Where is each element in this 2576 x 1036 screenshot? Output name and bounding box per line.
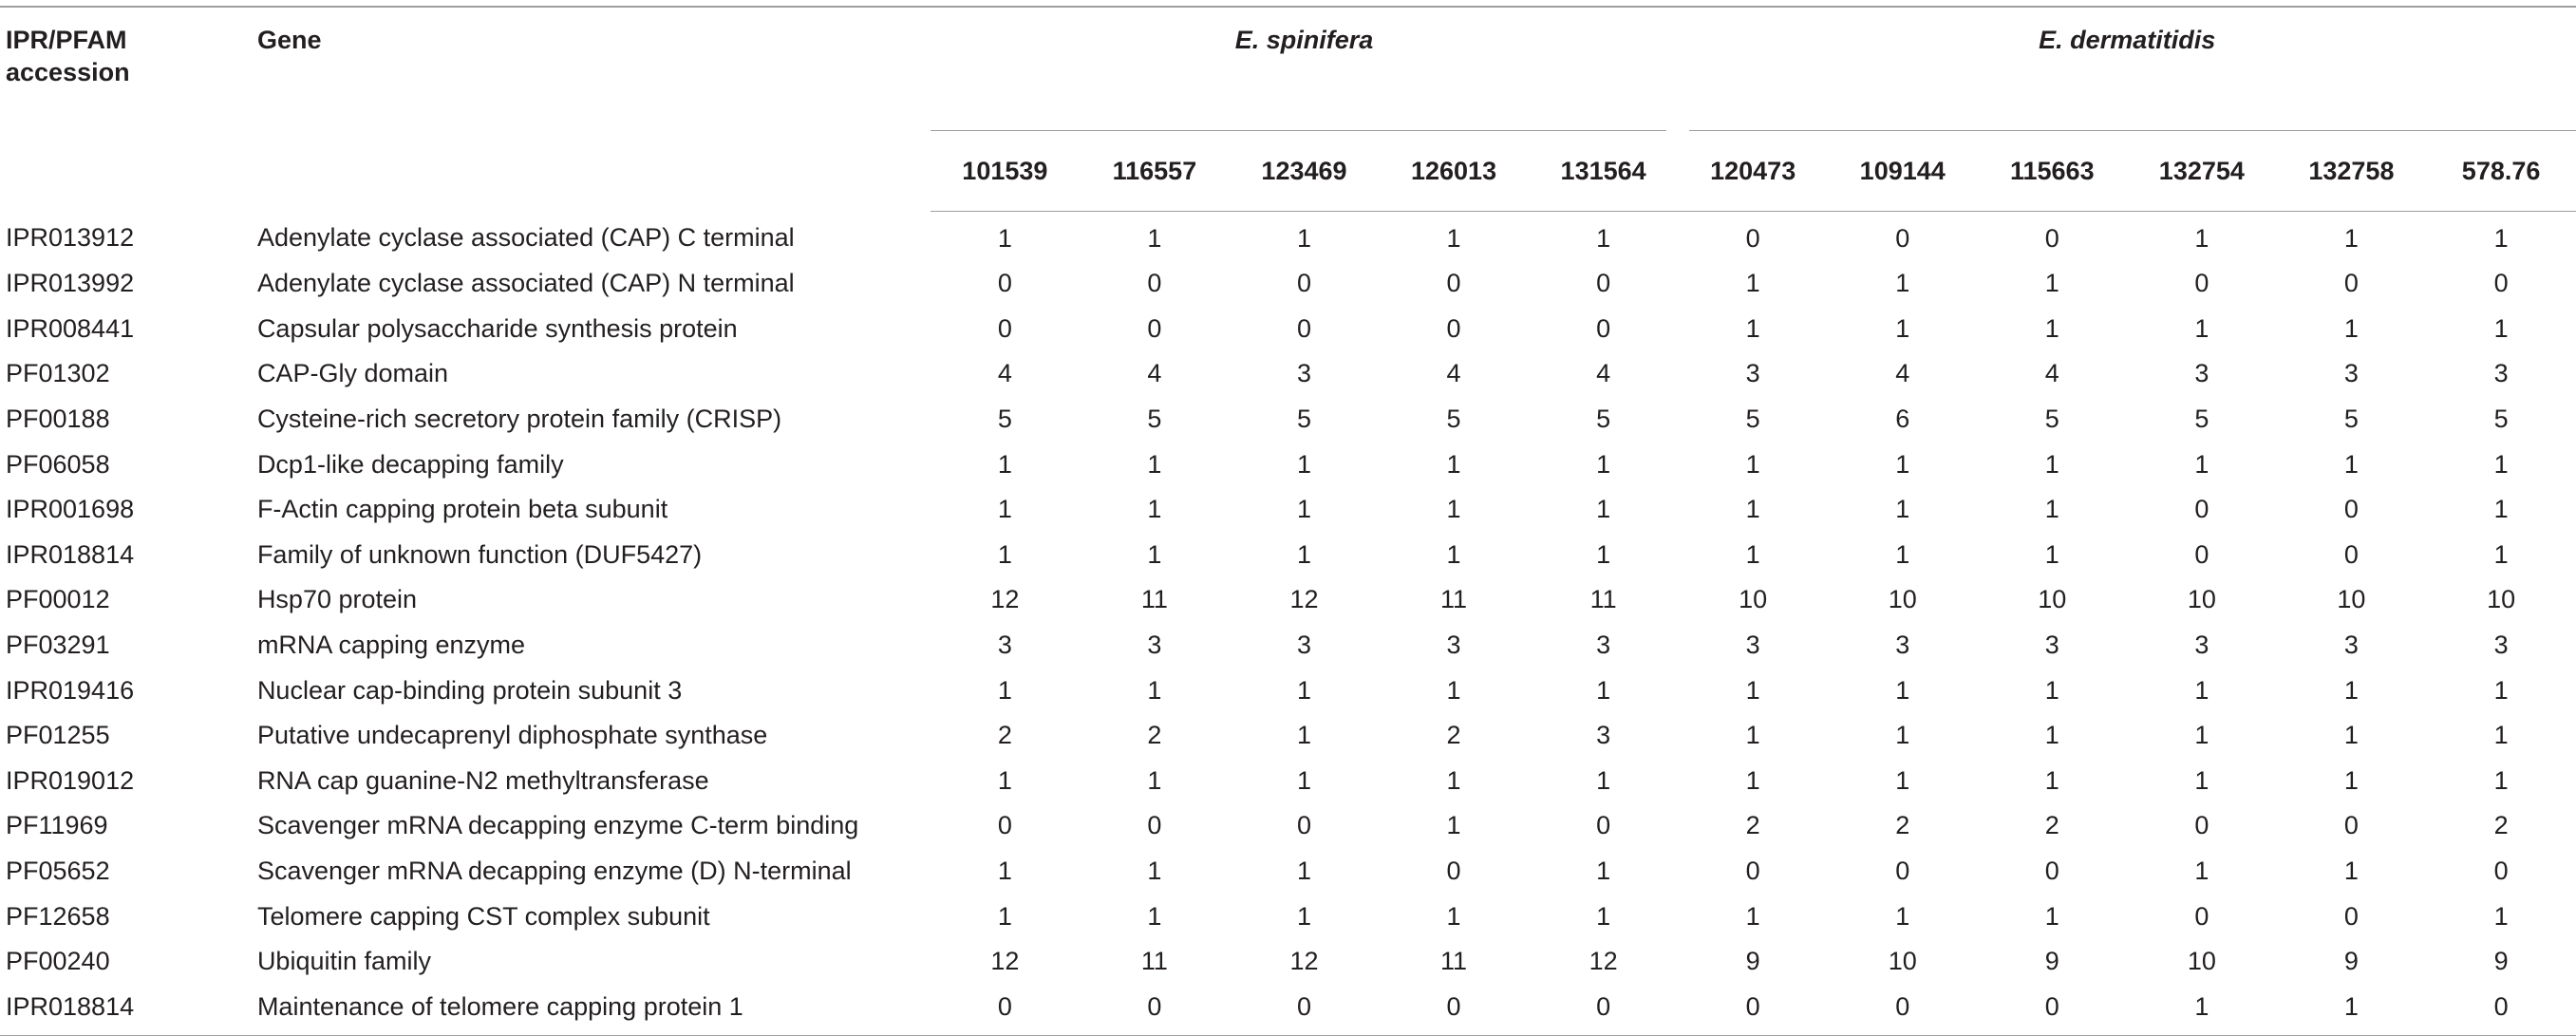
- count-cell: 1: [997, 495, 1012, 524]
- table-row: [0, 306, 2576, 351]
- count-cell: 1: [2194, 313, 2209, 343]
- strain-column-header: 120473: [1678, 131, 1828, 212]
- count-cell: 11: [1140, 947, 1168, 976]
- count-cell: 1: [1596, 449, 1611, 479]
- count-cell: 4: [1596, 359, 1611, 388]
- gene-cell: Scavenger mRNA decapping enzyme C-term binding: [256, 811, 859, 840]
- table-body: [0, 212, 2576, 1029]
- count-cell: 1: [997, 765, 1012, 795]
- count-cell: 1: [2194, 991, 2209, 1021]
- count-cell: 0: [1296, 313, 1311, 343]
- count-cell: 6: [1895, 404, 1910, 433]
- count-cell: 1: [1895, 449, 1910, 479]
- species-header-dermatitidis: [1678, 7, 2576, 131]
- gene-count-table: [0, 6, 2576, 1029]
- count-cell: 1: [1745, 721, 1760, 750]
- count-cell: 1: [1745, 901, 1760, 931]
- count-cell: 1: [997, 223, 1012, 253]
- count-cell: 1: [2343, 721, 2359, 750]
- count-cell: 1: [1895, 269, 1910, 298]
- count-cell: 1: [2343, 313, 2359, 343]
- count-cell: 1: [2044, 765, 2059, 795]
- accession-cell: IPR013912: [6, 223, 135, 253]
- count-cell: 0: [997, 811, 1012, 840]
- accession-cell: IPR013992: [6, 269, 135, 298]
- count-cell: 1: [2343, 449, 2359, 479]
- count-cell: 1: [1446, 449, 1461, 479]
- count-cell: 0: [2343, 495, 2359, 524]
- count-cell: 1: [2493, 721, 2509, 750]
- count-cell: 0: [997, 313, 1012, 343]
- gene-cell: Family of unknown function (DUF5427): [256, 539, 703, 569]
- count-cell: 3: [2194, 630, 2209, 659]
- count-cell: 0: [1895, 223, 1910, 253]
- count-cell: 11: [1589, 585, 1617, 614]
- count-cell: 1: [1446, 539, 1461, 569]
- count-cell: 1: [2343, 856, 2359, 885]
- count-cell: 1: [1596, 765, 1611, 795]
- count-cell: 0: [2044, 223, 2059, 253]
- count-cell: 0: [1296, 991, 1311, 1021]
- table-row: [0, 803, 2576, 849]
- count-cell: 4: [997, 359, 1012, 388]
- count-cell: 0: [1895, 856, 1910, 885]
- accession-cell: PF00188: [6, 404, 110, 433]
- strain-column-header: 131564: [1529, 131, 1679, 212]
- accession-cell: PF00012: [6, 585, 110, 614]
- count-cell: 1: [2343, 675, 2359, 705]
- count-cell: 2: [997, 721, 1012, 750]
- count-cell: 10: [2187, 947, 2216, 976]
- count-cell: 3: [1596, 721, 1611, 750]
- table-row: [0, 487, 2576, 533]
- count-cell: 1: [1446, 223, 1461, 253]
- count-cell: 10: [2187, 585, 2216, 614]
- count-cell: 1: [1596, 495, 1611, 524]
- table-row: [0, 668, 2576, 713]
- table-row: [0, 212, 2576, 261]
- count-cell: 1: [1296, 856, 1311, 885]
- count-cell: 1: [2493, 449, 2509, 479]
- count-cell: 1: [2044, 313, 2059, 343]
- count-cell: 1: [1296, 765, 1311, 795]
- count-cell: 1: [1446, 765, 1461, 795]
- table-row: [0, 939, 2576, 985]
- table-row: [0, 577, 2576, 623]
- count-cell: 0: [2493, 991, 2509, 1021]
- count-cell: 1: [1296, 223, 1311, 253]
- gene-cell: Capsular polysaccharide synthesis protein: [256, 313, 738, 343]
- gene-cell: Maintenance of telomere capping protein 1: [256, 991, 743, 1021]
- count-cell: 0: [997, 991, 1012, 1021]
- count-cell: 12: [990, 585, 1020, 614]
- table-row: [0, 351, 2576, 397]
- count-cell: 1: [1296, 449, 1311, 479]
- count-cell: 1: [2343, 991, 2359, 1021]
- count-cell: 1: [2044, 675, 2059, 705]
- count-cell: 10: [1739, 585, 1768, 614]
- strain-column-header: 101539: [931, 131, 1081, 212]
- count-cell: 3: [2343, 359, 2359, 388]
- species-underline: [1689, 130, 2576, 131]
- gene-cell: Dcp1-like decapping family: [256, 449, 564, 479]
- count-cell: 5: [997, 404, 1012, 433]
- count-cell: 3: [1745, 630, 1760, 659]
- count-cell: 1: [1296, 539, 1311, 569]
- count-cell: 1: [1745, 313, 1760, 343]
- count-cell: 4: [2044, 359, 2059, 388]
- accession-cell: PF05652: [6, 856, 110, 885]
- count-cell: 10: [2337, 585, 2366, 614]
- count-cell: 3: [1296, 630, 1311, 659]
- count-cell: 5: [2194, 404, 2209, 433]
- accession-cell: PF03291: [6, 630, 110, 659]
- count-cell: 2: [1147, 721, 1162, 750]
- table-row: [0, 984, 2576, 1029]
- count-cell: 5: [2044, 404, 2059, 433]
- count-cell: 1: [2493, 223, 2509, 253]
- count-cell: 0: [2343, 539, 2359, 569]
- gene-cell: RNA cap guanine-N2 methyltransferase: [256, 765, 709, 795]
- count-cell: 0: [2194, 901, 2209, 931]
- count-cell: 3: [2493, 630, 2509, 659]
- accession-cell: IPR008441: [6, 313, 135, 343]
- count-cell: 2: [2493, 811, 2509, 840]
- count-cell: 5: [2493, 404, 2509, 433]
- table-row: [0, 622, 2576, 668]
- strain-column-header: 123469: [1230, 131, 1380, 212]
- count-cell: 3: [1596, 630, 1611, 659]
- count-cell: 10: [1888, 585, 1917, 614]
- count-cell: 0: [1596, 313, 1611, 343]
- count-cell: 12: [1289, 585, 1319, 614]
- count-cell: 5: [1446, 404, 1461, 433]
- count-cell: 5: [2343, 404, 2359, 433]
- count-cell: 0: [2044, 991, 2059, 1021]
- table-row: [0, 396, 2576, 442]
- gene-cell: Telomere capping CST complex subunit: [256, 901, 710, 931]
- count-cell: 2: [2044, 811, 2059, 840]
- count-cell: 3: [2493, 359, 2509, 388]
- count-cell: 3: [2343, 630, 2359, 659]
- count-cell: 10: [2487, 585, 2516, 614]
- count-cell: 1: [2044, 721, 2059, 750]
- count-cell: 1: [2194, 449, 2209, 479]
- count-cell: 0: [1596, 811, 1611, 840]
- count-cell: 5: [1296, 404, 1311, 433]
- strain-column-header: 132758: [2277, 131, 2427, 212]
- count-cell: 1: [1596, 223, 1611, 253]
- count-cell: 3: [1745, 359, 1760, 388]
- count-cell: 1: [2493, 539, 2509, 569]
- count-cell: 0: [2194, 539, 2209, 569]
- gene-cell: Scavenger mRNA decapping enzyme (D) N-terminal: [256, 856, 852, 885]
- count-cell: 0: [1296, 811, 1311, 840]
- count-cell: 0: [1446, 856, 1461, 885]
- count-cell: 1: [1596, 539, 1611, 569]
- count-cell: 1: [1446, 675, 1461, 705]
- count-cell: 0: [2493, 269, 2509, 298]
- count-cell: 1: [1745, 765, 1760, 795]
- count-cell: 1: [2194, 675, 2209, 705]
- count-cell: 1: [2044, 539, 2059, 569]
- accession-cell: IPR018814: [6, 539, 135, 569]
- gene-cell: Adenylate cyclase associated (CAP) C terminal: [256, 223, 795, 253]
- count-cell: 11: [1440, 947, 1468, 976]
- gene-cell: Ubiquitin family: [256, 947, 432, 976]
- count-cell: 0: [1446, 313, 1461, 343]
- species-underline: [931, 130, 1667, 131]
- count-cell: 1: [1147, 223, 1162, 253]
- count-cell: 1: [2194, 856, 2209, 885]
- count-cell: 3: [1147, 630, 1162, 659]
- count-cell: 1: [1745, 495, 1760, 524]
- gene-cell: Hsp70 protein: [256, 585, 418, 614]
- accession-cell: PF00240: [6, 947, 110, 976]
- count-cell: 1: [1745, 449, 1760, 479]
- count-cell: 5: [1745, 404, 1760, 433]
- count-cell: 1: [2194, 765, 2209, 795]
- count-cell: 0: [997, 269, 1012, 298]
- count-cell: 3: [1296, 359, 1311, 388]
- count-cell: 0: [2194, 811, 2209, 840]
- accession-cell: PF06058: [6, 449, 110, 479]
- table-row: [0, 848, 2576, 894]
- species-header-spinifera: [931, 7, 1679, 131]
- count-cell: 1: [2194, 223, 2209, 253]
- count-cell: 4: [1446, 359, 1461, 388]
- table-header: [0, 7, 2576, 212]
- count-cell: 1: [1745, 675, 1760, 705]
- count-cell: 2: [1446, 721, 1461, 750]
- gene-cell: mRNA capping enzyme: [256, 630, 526, 659]
- gene-cell: F-Actin capping protein beta subunit: [256, 495, 668, 524]
- count-cell: 1: [1446, 901, 1461, 931]
- count-cell: 1: [2044, 495, 2059, 524]
- count-cell: 1: [997, 675, 1012, 705]
- count-cell: 3: [1446, 630, 1461, 659]
- count-cell: 1: [2493, 313, 2509, 343]
- count-cell: 0: [1147, 313, 1162, 343]
- count-cell: 1: [2044, 269, 2059, 298]
- species-header-row: [0, 7, 2576, 131]
- strain-column-header: 578.76: [2426, 131, 2576, 212]
- count-cell: 1: [1596, 675, 1611, 705]
- count-cell: 10: [2038, 585, 2067, 614]
- count-cell: 0: [2343, 811, 2359, 840]
- count-cell: 1: [1296, 675, 1311, 705]
- count-cell: 5: [1596, 404, 1611, 433]
- count-cell: 1: [1147, 495, 1162, 524]
- count-cell: 11: [1140, 585, 1168, 614]
- count-cell: 0: [2343, 269, 2359, 298]
- accession-column-header: IPR/PFAM accession: [6, 26, 130, 86]
- count-cell: 1: [1895, 539, 1910, 569]
- accession-cell: PF01302: [6, 359, 110, 388]
- species-name: E. spinifera: [1234, 26, 1374, 54]
- count-cell: 0: [1745, 991, 1760, 1021]
- strain-column-header: 109144: [1828, 131, 1978, 212]
- count-cell: 12: [990, 947, 1020, 976]
- count-cell: 0: [1147, 269, 1162, 298]
- count-cell: 0: [1147, 811, 1162, 840]
- count-cell: 0: [1596, 991, 1611, 1021]
- count-cell: 1: [2493, 901, 2509, 931]
- gene-cell: Cysteine-rich secretory protein family (CRISP): [256, 404, 782, 433]
- table-row: [0, 713, 2576, 759]
- count-cell: 4: [1895, 359, 1910, 388]
- count-cell: 9: [2343, 947, 2359, 976]
- count-cell: 1: [1296, 495, 1311, 524]
- count-cell: 4: [1147, 359, 1162, 388]
- count-cell: 1: [1895, 901, 1910, 931]
- count-cell: 0: [1745, 223, 1760, 253]
- count-cell: 1: [1147, 449, 1162, 479]
- count-cell: 1: [1596, 856, 1611, 885]
- strain-column-header: 132754: [2127, 131, 2277, 212]
- count-cell: 0: [1446, 991, 1461, 1021]
- count-cell: 3: [2044, 630, 2059, 659]
- accession-cell: IPR019012: [6, 765, 135, 795]
- count-cell: 0: [1446, 269, 1461, 298]
- accession-cell: IPR001698: [6, 495, 135, 524]
- gene-cell: Nuclear cap-binding protein subunit 3: [256, 675, 683, 705]
- table-row: [0, 261, 2576, 307]
- strain-column-header: 115663: [1978, 131, 2128, 212]
- count-cell: 2: [1895, 811, 1910, 840]
- count-cell: 0: [1147, 991, 1162, 1021]
- count-cell: 1: [1895, 721, 1910, 750]
- count-cell: 0: [2493, 856, 2509, 885]
- table-row: [0, 758, 2576, 803]
- count-cell: 0: [2044, 856, 2059, 885]
- count-cell: 1: [1296, 901, 1311, 931]
- count-cell: 1: [1446, 495, 1461, 524]
- count-cell: 1: [2493, 765, 2509, 795]
- count-cell: 1: [1147, 901, 1162, 931]
- count-cell: 1: [1446, 811, 1461, 840]
- count-cell: 1: [2044, 449, 2059, 479]
- table-row: [0, 442, 2576, 487]
- count-cell: 1: [997, 901, 1012, 931]
- species-name: E. dermatitidis: [2039, 26, 2216, 54]
- strain-column-header: 126013: [1379, 131, 1529, 212]
- count-cell: 1: [1895, 313, 1910, 343]
- gene-cell: Adenylate cyclase associated (CAP) N terminal: [256, 269, 795, 298]
- count-cell: 1: [997, 856, 1012, 885]
- count-cell: 1: [1147, 675, 1162, 705]
- count-cell: 1: [2194, 721, 2209, 750]
- count-cell: 1: [2493, 495, 2509, 524]
- count-cell: 5: [1147, 404, 1162, 433]
- count-cell: 0: [1596, 269, 1611, 298]
- count-cell: 2: [1745, 811, 1760, 840]
- count-cell: 0: [1296, 269, 1311, 298]
- count-cell: 3: [2194, 359, 2209, 388]
- count-cell: 1: [1745, 539, 1760, 569]
- count-cell: 0: [1745, 856, 1760, 885]
- gene-cell: Putative undecaprenyl diphosphate synthase: [256, 721, 768, 750]
- count-cell: 0: [1895, 991, 1910, 1021]
- count-cell: 1: [1745, 269, 1760, 298]
- count-cell: 1: [1147, 856, 1162, 885]
- count-cell: 1: [2493, 675, 2509, 705]
- count-cell: 3: [1895, 630, 1910, 659]
- count-cell: 1: [1895, 765, 1910, 795]
- count-cell: 1: [1596, 901, 1611, 931]
- count-cell: 10: [1888, 947, 1917, 976]
- gene-cell: CAP-Gly domain: [256, 359, 449, 388]
- count-cell: 0: [2343, 901, 2359, 931]
- count-cell: 0: [2194, 495, 2209, 524]
- gene-column-header: Gene: [256, 26, 322, 54]
- count-cell: 12: [1589, 947, 1618, 976]
- accession-cell: IPR019416: [6, 675, 135, 705]
- count-cell: 12: [1289, 947, 1319, 976]
- count-cell: 11: [1440, 585, 1468, 614]
- count-cell: 1: [2044, 901, 2059, 931]
- count-cell: 1: [997, 449, 1012, 479]
- accession-cell: PF12658: [6, 901, 110, 931]
- table-row: [0, 894, 2576, 939]
- accession-cell: PF01255: [6, 721, 110, 750]
- strain-column-header: 116557: [1080, 131, 1230, 212]
- count-cell: 9: [2044, 947, 2059, 976]
- count-cell: 1: [997, 539, 1012, 569]
- accession-cell: IPR018814: [6, 991, 135, 1021]
- count-cell: 1: [1147, 539, 1162, 569]
- count-cell: 3: [997, 630, 1012, 659]
- count-cell: 1: [1296, 721, 1311, 750]
- count-cell: 1: [1895, 495, 1910, 524]
- count-cell: 1: [1895, 675, 1910, 705]
- count-cell: 1: [1147, 765, 1162, 795]
- count-cell: 9: [1745, 947, 1760, 976]
- accession-cell: PF11969: [6, 811, 108, 840]
- count-cell: 9: [2493, 947, 2509, 976]
- count-cell: 1: [2343, 765, 2359, 795]
- table-row: [0, 532, 2576, 577]
- count-cell: 0: [2194, 269, 2209, 298]
- count-cell: 1: [2343, 223, 2359, 253]
